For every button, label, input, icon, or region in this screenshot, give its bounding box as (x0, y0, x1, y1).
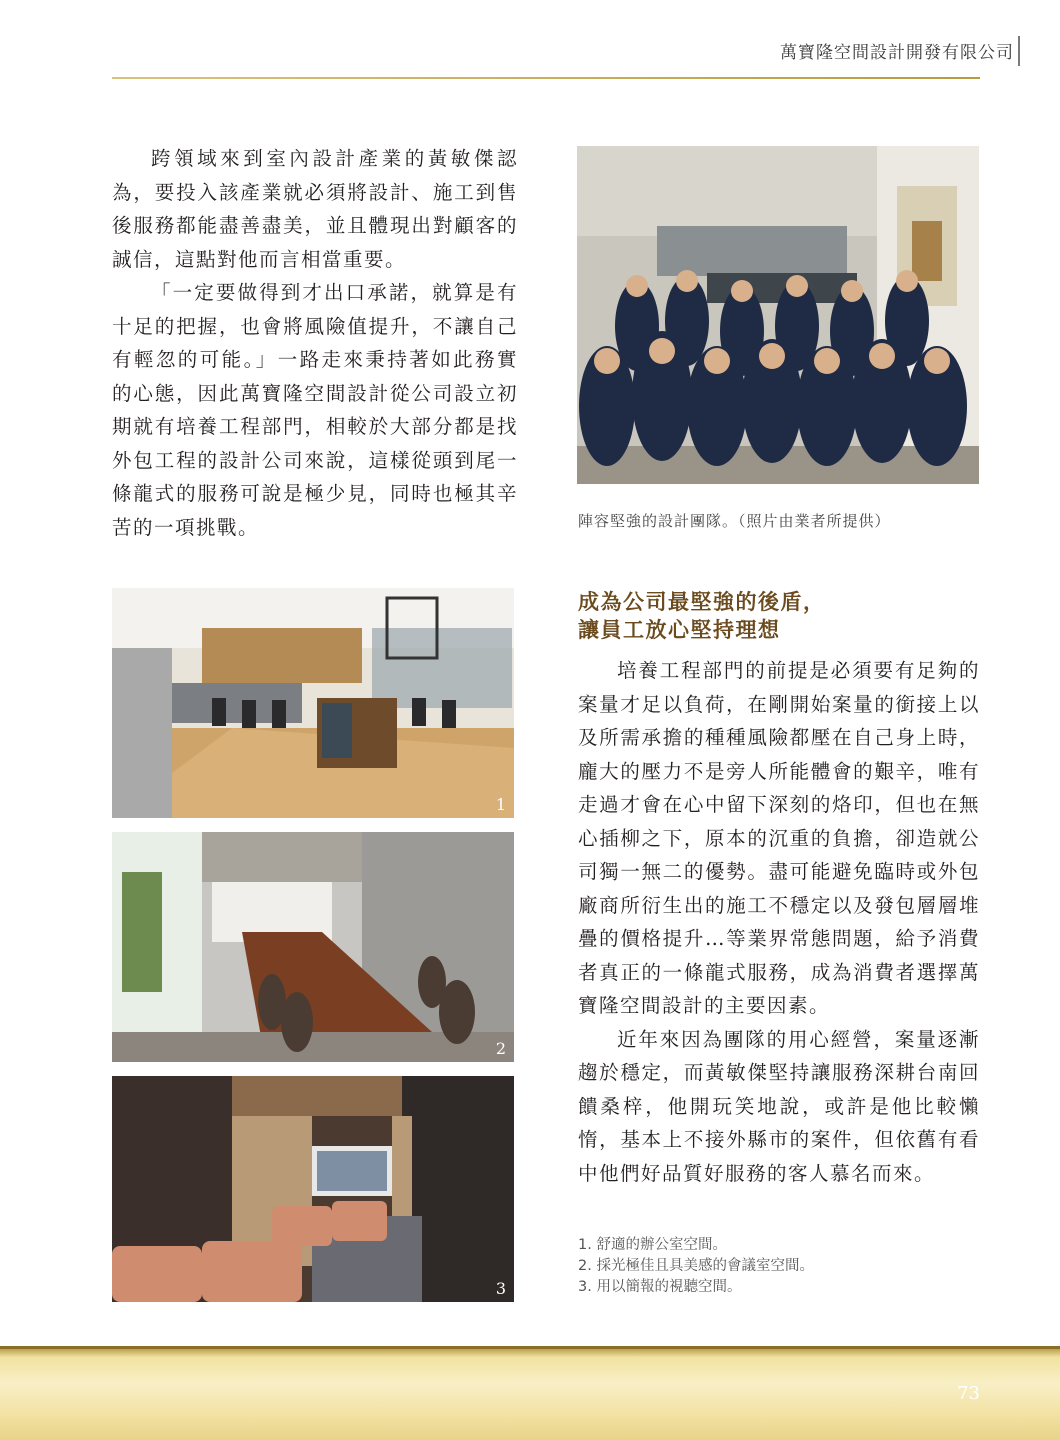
caption-item: 3. 用以簡報的視聽空間。 (578, 1279, 742, 1295)
header-divider (1018, 36, 1020, 66)
footer-band (0, 1346, 1060, 1440)
team-photo-caption: 陣容堅強的設計團隊。（照片由業者所提供） (578, 512, 891, 530)
paragraph: 「一定要做得到才出口承諾，就算是有十足的把握，也會將風險值提升，不讓自己有輕忽的可能。」一路走來秉持著如此務實的心態，因此萬寶隆空間設計從公司設立初期就有培養工程部門，相較於大部分都是找外包工程的設計公司來說，這樣從頭到尾一條龍式的服務可說是極少見，同時也極其辛苦的一項挑戰。 (112, 281, 518, 539)
meeting-room-photo (112, 832, 514, 1062)
paragraph: 培養工程部門的前提是必須要有足夠的案量才足以負荷，在剛開始案量的銜接上以及所需承擔的種種風險都壓在自己身上時，龐大的壓力不是旁人所能體會的艱辛，唯有走過才會在心中留下深刻的烙印，但也在無心插柳之下，原本的沉重的負擔，卻造就公司獨一無二的優勢。盡可能避免臨時或外包廠商所衍生出的施工不穩定以及發包層層堆疊的價格提升…等業界常態問題，給予消費者真正的一條龍式服務，成為消費者選擇萬寶隆空間設計的主要因素。 (578, 659, 980, 1017)
av-room-photo (112, 1076, 514, 1302)
right-column-text (578, 654, 980, 1190)
running-header-company: 萬寶隆空間設計開發有限公司 (780, 43, 1014, 63)
header-rule (112, 77, 980, 79)
caption-item: 1. 舒適的辦公室空間。 (578, 1237, 727, 1253)
section-heading (578, 588, 980, 644)
caption-item: 2. 採光極佳且具美感的會議室空間。 (578, 1258, 814, 1274)
photo-number: 2 (495, 1039, 506, 1058)
page-number: 73 (957, 1383, 980, 1404)
paragraph: 近年來因為團隊的用心經營，案量逐漸趨於穩定，而黃敏傑堅持讓服務深耕台南回饋桑梓，他開玩笑地說，或許是他比較懶惰，基本上不接外縣市的案件，但依舊有看中他們好品質好服務的客人慕名而來。 (578, 1027, 980, 1185)
footer-line (0, 1346, 1060, 1349)
photo-number: 1 (495, 795, 506, 814)
section-heading-line: 成為公司最堅強的後盾， (578, 590, 826, 614)
paragraph: 跨領域來到室內設計產業的黃敏傑認為，要投入該產業就必須將設計、施工到售後服務都能盡善盡美，並且體現出對顧客的誠信，這點對他而言相當重要。 (112, 147, 518, 271)
left-column-text (112, 142, 518, 544)
photo-captions (578, 1235, 814, 1298)
section-heading-line: 讓員工放心堅持理想 (578, 618, 781, 642)
photo-number: 3 (495, 1279, 506, 1298)
office-photo (112, 588, 514, 818)
team-photo (577, 146, 979, 484)
